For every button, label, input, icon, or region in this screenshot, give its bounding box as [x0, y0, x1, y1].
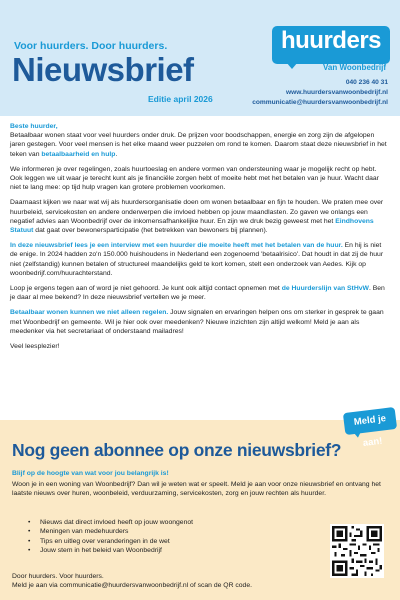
footer-slogan: Door huurders. Voor huurders. — [12, 573, 104, 580]
contact-block — [252, 78, 388, 108]
huurderslijn-end: . Ben je daar al mee bekend? In deze nieuwsbrief vertellen we je meer. — [10, 285, 385, 302]
signup-badge-label: Meld je aan! — [353, 413, 387, 449]
paragraph-huurderslijn — [10, 284, 390, 302]
paragraph-meedenken — [10, 308, 390, 336]
closing: Veel leesplezier! — [10, 343, 60, 351]
subscribe-title: Nog geen abonnee op onze nieuwsbrief? — [12, 440, 342, 460]
list-item: • Tips en uitleg over veranderingen in de wet — [40, 537, 193, 546]
list-item: • Nieuws dat direct invloed heeft op jouw woongenot — [40, 518, 193, 527]
logo — [272, 26, 390, 64]
list-item: • Meningen van medehuurders — [40, 527, 193, 536]
qr-code-icon[interactable] — [330, 524, 384, 578]
link-meedenken[interactable]: Betaalbaar wonen kunnen we niet alleen regelen. — [10, 309, 169, 317]
paragraph-interview — [10, 241, 390, 278]
footer-signup-text[interactable]: Meld je aan via communicatie@huurdersvanwoonbedrijf.nl of scan de QR code. — [12, 582, 253, 590]
page-title: Nieuwsbrief — [12, 51, 194, 88]
benefits-list — [40, 518, 193, 556]
interview-text: En hij is niet de enige. In 2024 hadden zo'n 150.000 huishoudens in Nederland een zogenoemd 'betaalrisico'. Dat houdt in dat zij de huur niet (zelfstandig) kunnen betalen of structureel maandelijks geld te kort komen, stelt een onderzoek van Aedes. Kijk op woonbedrijf.com/huurachterstand. — [10, 242, 384, 277]
subscribe-lead: Blijf op de hoogte van wat voor jou belangrijk is! — [12, 470, 169, 477]
edition-label: Editie april 2026 — [148, 94, 213, 104]
meedenken-text: Jouw signalen en ervaringen helpen ons om sterker in gesprek te gaan met Woonbedrijf en gemeente. Wil je hier ook over meedenken? Nieuwe inzichten zijn altijd welkom! Meld je aan als meedenker via het secretariaat of onderstaand mailadres! — [10, 309, 384, 335]
newsletter-body — [10, 122, 390, 357]
logo-speech-tail — [286, 62, 298, 69]
link-betaalbaarheid[interactable]: betaalbaarheid en hulp — [41, 150, 116, 158]
organisatie-end: dat gaat over bewonersparticipatie (het betrekken van bewoners bij plannen). — [33, 227, 268, 235]
link-huurderslijn[interactable]: de Huurderslijn van StHvW — [281, 285, 369, 293]
signup-badge[interactable] — [343, 407, 397, 449]
paragraph-intro — [10, 122, 390, 159]
tagline: Voor huurders. Door huurders. — [14, 40, 168, 52]
intro-text: Betaalbaar wonen staat voor veel huurders onder druk. De prijzen voor boodschappen, energie en zorg zijn de afgelopen jaren gestegen. Voor veel mensen is het elke maand weer puzzelen om rond te komen. Daarom staat deze nieuwsbrief in het teken van — [10, 132, 387, 158]
paragraph-organisatie — [10, 198, 390, 235]
organisatie-text: Daarnaast kijken we naar wat wij als huurdersorganisatie doen om wonen betaalbaar en fijn te houden. We praten mee over huurbeleid, servicekosten en andere onderwerpen die invloed hebben op jouw maandlasten. Zo gaven we onlangs een negatief advies aan Woonbedrijf over de inkomensafhankelijke huur. En zijn we druk bezig geweest met het — [10, 199, 384, 225]
logo-subtitle: Van Woonbedrijf — [323, 63, 386, 72]
greeting: Beste huurder, — [10, 123, 58, 130]
link-interview[interactable]: In deze nieuwsbrief lees je een interview met een huurder die moeite heeft met het betalen van de huur. — [10, 242, 343, 250]
huurderslijn-text: Loop je ergens tegen aan of word je niet gehoord. Je kunt ook altijd contact opnemen met — [10, 285, 282, 293]
badge-speech-tail — [353, 431, 362, 438]
contact-email[interactable]: communicatie@huurdersvanwoonbedrijf.nl — [252, 99, 388, 106]
logo-main-text: huurders — [280, 27, 381, 54]
list-item: • Jouw stem in het beleid van Woonbedrijf — [40, 546, 193, 555]
intro-end: . — [115, 150, 118, 158]
link-eindhovens-statuut[interactable]: Eindhovens Statuut — [10, 217, 374, 235]
subscribe-text: Woon je in een woning van Woonbedrijf? Dan wil je weten wat er speelt. Meld je aan voor onze nieuwsbrief en ontvang het laatste nieuws over huren, woonbeleid, verduurzaming, servicekosten, zorg en jouw rechten als huurder. — [12, 481, 381, 498]
contact-website[interactable]: www.huurdersvanwoonbedrijf.nl — [286, 89, 388, 96]
contact-phone: 040 236 40 31 — [345, 79, 388, 86]
subscribe-footer — [12, 572, 252, 590]
paragraph-regelingen: We informeren je over regelingen, zoals huurtoeslag en andere vormen van ondersteuning waar je mogelijk recht op hebt. Ook leggen we uit waar je terecht kunt als je financiële zorgen hebt of moeite hebt met het betalen van je huur. Wacht daar niet te lang mee: op tijd hulp vragen kan grotere problemen voorkomen. — [10, 165, 379, 192]
header — [0, 0, 400, 116]
